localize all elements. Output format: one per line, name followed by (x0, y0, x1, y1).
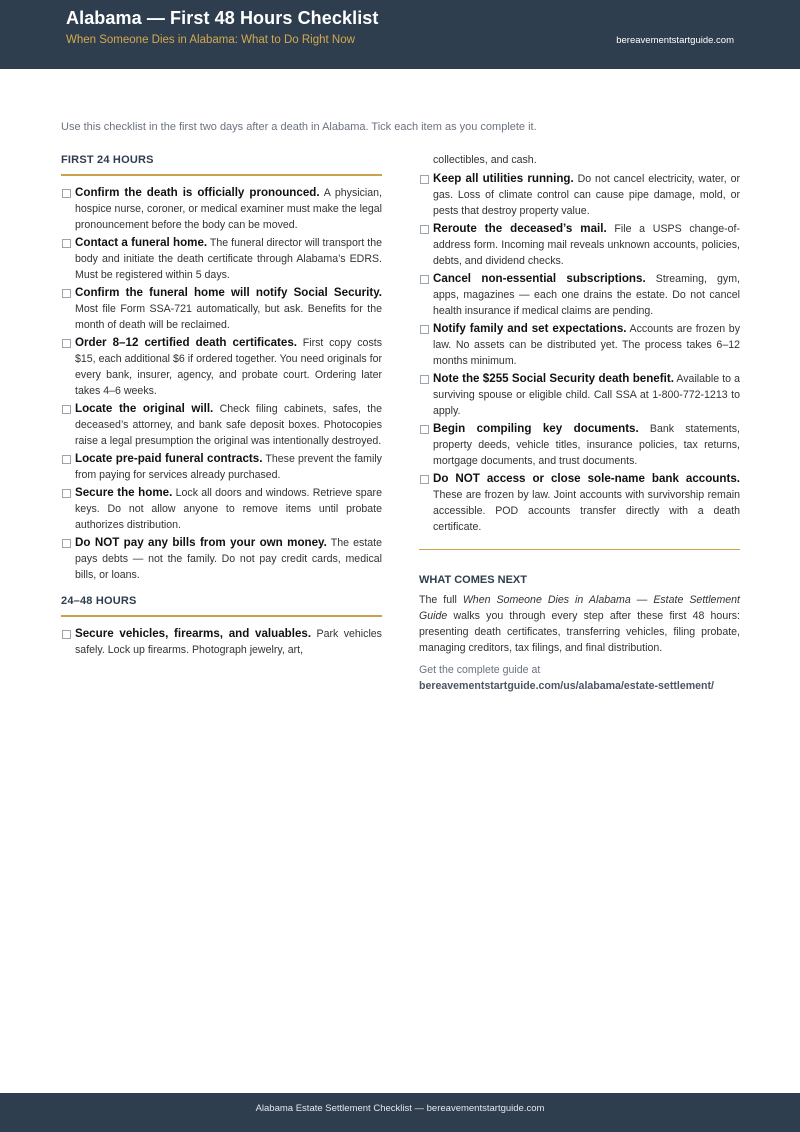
checklist-item (419, 171, 740, 219)
right-column (419, 154, 740, 694)
left-column (61, 154, 382, 660)
checklist-item-title: Order 8–12 certified death certificates. (75, 336, 297, 349)
checkbox[interactable] (62, 239, 71, 248)
checklist-item (419, 321, 740, 369)
checklist-item-text: First copy costs $15, each additional $6 if ordered together. You need originals for every bank, insurer, agency, and probate court. Ordering later takes 4–6 weeks. (75, 337, 382, 397)
checklist-item-title: Do NOT pay any bills from your own money. (75, 536, 327, 549)
page-footer: Alabama Estate Settlement Checklist — bereavementstartguide.com (0, 1093, 800, 1132)
checklist-item-text: Available to a surviving spouse or eligible child. Call SSA at 1-800-772-1213 to apply. (433, 373, 740, 417)
checklist-item-text: Most file Form SSA-721 automatically, but ask. Benefits for the month of death will be reclaimed. (75, 303, 382, 331)
checklist-item-title: Do NOT access or close sole-name bank accounts. (433, 472, 740, 485)
section-heading-24-48-hours: 24–48 HOURS (61, 595, 382, 617)
checkbox[interactable] (62, 405, 71, 414)
checklist-item-title: Keep all utilities running. (433, 172, 574, 185)
checkbox[interactable] (62, 489, 71, 498)
checklist-item (419, 271, 740, 319)
checklist-item-title: Reroute the deceased’s mail. (433, 222, 607, 235)
checklist-item-title: Notify family and set expectations. (433, 322, 627, 335)
checklist-item-title: Confirm the funeral home will notify Social Security. (75, 286, 382, 299)
checkbox[interactable] (62, 339, 71, 348)
what-comes-next-heading: WHAT COMES NEXT (419, 574, 527, 586)
checklist-first-24-hours (61, 185, 382, 583)
checklist-item-text: File a USPS change-of-address form. Incoming mail reveals unknown accounts, policies, debts, and dividend checks. (433, 223, 740, 267)
checklist-item-text: The funeral director will transport the body and initiate the death certificate through Alabama’s EDRS. Must be registered within 5 days. (75, 237, 383, 281)
checklist-item-text: Accounts are frozen by law. No assets can be distributed yet. The process takes 6–12 months minimum. (433, 323, 740, 367)
checkbox[interactable] (420, 425, 429, 434)
checklist-item (419, 421, 740, 469)
checklist-item-text: These are frozen by law. Joint accounts with survivorship remain accessible. POD accounts transfer directly with a death certificate. (433, 489, 740, 533)
checkbox[interactable] (62, 289, 71, 298)
header-site-link[interactable]: bereavementstartguide.com (616, 35, 734, 46)
checklist-item (61, 535, 382, 583)
checklist-item-text: Park vehicles safely. Lock up firearms. Photograph jewelry, art, (75, 628, 382, 656)
checkbox[interactable] (420, 475, 429, 484)
checklist-item (61, 335, 382, 399)
guide-title: When Someone Dies in Alabama — Estate Settlement Guide (419, 594, 740, 622)
checklist-item-title: Confirm the death is officially pronounced. (75, 186, 320, 199)
checklist-item-title: Locate the original will. (75, 402, 214, 415)
checklist-item-title: Locate pre-paid funeral contracts. (75, 452, 263, 465)
checklist-24-48-hours (61, 626, 382, 658)
checklist-item-continuation: collectibles, and cash. (433, 154, 537, 166)
checklist-item (61, 626, 382, 658)
checklist-item-title: Cancel non-essential subscriptions. (433, 272, 646, 285)
checklist-item (419, 371, 740, 419)
guide-link[interactable]: bereavementstartguide.com/us/alabama/estate-settlement/ (419, 680, 714, 692)
page-header (0, 0, 800, 69)
checklist-item (419, 471, 740, 535)
checklist-item-title: Note the $255 Social Security death benefit. (433, 372, 674, 385)
checkbox[interactable] (62, 539, 71, 548)
checkbox[interactable] (420, 175, 429, 184)
checklist-24-48-hours-continued (419, 171, 740, 535)
checkbox[interactable] (420, 225, 429, 234)
checklist-item (61, 285, 382, 333)
checklist-item (61, 235, 382, 283)
checkbox[interactable] (420, 325, 429, 334)
checklist-item-text: Bank statements, property deeds, vehicle titles, insurance policies, tax returns, mortgage documents, and trust documents. (433, 423, 740, 467)
checkbox[interactable] (62, 630, 71, 639)
checklist-item-text: A physician, hospice nurse, coroner, or medical examiner must make the legal pronouncement before the body can be moved. (75, 187, 382, 231)
checklist-item (61, 451, 382, 483)
checklist-item-title: Secure the home. (75, 486, 173, 499)
section-heading-first-24-hours: FIRST 24 HOURS (61, 154, 382, 176)
checklist-item-text: Check filing cabinets, safes, the deceased’s attorney, and bank safe deposit boxes. Photocopies raise a legal presumption the original was intentionally destroyed. (75, 403, 382, 447)
body-text: The full (419, 594, 463, 606)
what-comes-next-body (419, 592, 740, 656)
checklist-item (61, 401, 382, 449)
checkbox[interactable] (420, 275, 429, 284)
checklist-item-text: The estate pays debts — not the family. Do not pay credit cards, medical bills, or loans. (75, 537, 382, 581)
checklist-item (61, 185, 382, 233)
checkbox[interactable] (420, 375, 429, 384)
body-text: walks you through every step after these first 48 hours: presenting death certificates, transferring vehicles, filing probate, managing creditors, tax filings, and final distribution. (419, 610, 740, 654)
checkbox[interactable] (62, 189, 71, 198)
intro-text: Use this checklist in the first two days after a death in Alabama. Tick each item as you complete it. (61, 121, 537, 133)
divider (419, 549, 740, 550)
checklist-item-text: Lock all doors and windows. Retrieve spare keys. Do not allow anyone to remove items until probate authorizes distribution. (75, 487, 382, 531)
page-title: Alabama — First 48 Hours Checklist (66, 8, 379, 28)
page-subtitle: When Someone Dies in Alabama: What to Do Right Now (66, 34, 355, 46)
checklist-item (419, 221, 740, 269)
checklist-item-text: These prevent the family from paying for services already purchased. (75, 453, 382, 481)
checklist-item (61, 485, 382, 533)
checklist-item-text: Do not cancel electricity, water, or gas. Loss of climate control can cause pipe damage, mold, or pests that destroy property value. (433, 173, 740, 217)
guide-label: Get the complete guide at (419, 664, 541, 676)
checklist-item-text: Streaming, gym, apps, magazines — each one drains the estate. Do not cancel health insurance if medical claims are pending. (433, 273, 740, 317)
checklist-item-title: Contact a funeral home. (75, 236, 208, 249)
checklist-item-title: Begin compiling key documents. (433, 422, 639, 435)
checkbox[interactable] (62, 455, 71, 464)
checklist-item-title: Secure vehicles, firearms, and valuables. (75, 627, 312, 640)
